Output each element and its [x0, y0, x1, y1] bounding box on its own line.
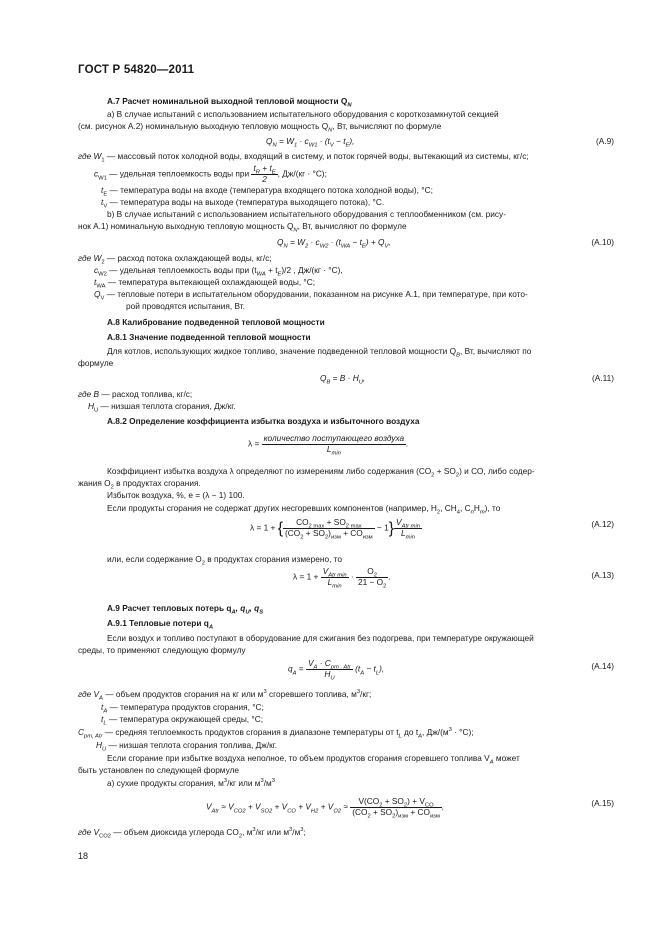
a82-para-line2: жания $O_2$ в продуктах сгорания.	[78, 478, 201, 491]
formula-a13: λ = 1 + $\frac{V_{Atr min}}{L_{min}}$ · $\frac{O_2}{21 - O_2}$ .	[293, 566, 391, 590]
page-number: 18	[78, 851, 89, 861]
def-te: $t_E$ — температура воды на входе (температура входящего потока холодной воды), °С;	[101, 185, 433, 198]
formula-a9: $Q_N = W_1 \cdot c_{W1} \cdot (t_V - t_E)$,	[266, 136, 355, 149]
formula-a14-number: (А.14)	[591, 661, 614, 671]
a82-para-components: Если продукты сгорания не содержат других несгоревших компонентов (например, $H_2$, $CH_4$, $C_nH_m$), то	[107, 503, 501, 516]
formula-a12-number: (А.12)	[591, 519, 614, 529]
def-cw2: $c_{W2}$ — удельная теплоемкость воды при $(t_{WA} + t_E)/2$ , Дж/(кг · °С),	[94, 265, 343, 278]
section-a91-title: А.9.1 Тепловые потери $q_A$	[107, 618, 214, 631]
def-ta: $t_A$ — температура продуктов сгорания, °С;	[101, 702, 264, 715]
a91-para2-line1: Если сгорание при избытке воздуха неполное, то объем продуктов сгорания сгоревшего топлива $V_A$ может	[107, 753, 520, 766]
def-w2: где $W_2$ — расход потока охлаждающей воды, кг/с;	[78, 253, 272, 266]
def-w1: где $W_1$ — массовый поток холодной воды, входящий в систему, и поток горячей воды, вытекающий из системы, кг/с;	[78, 151, 529, 164]
formula-a15-number: (А.15)	[591, 798, 614, 808]
a91-para-line1: Если воздух и топливо поступают в оборудование для сжигания без подогрева, при температуре окружающей	[107, 633, 534, 643]
a7-item-a-line1: а) В случае испытаний с использованием испытательного оборудования с короткозамкнутой секцией	[107, 109, 499, 119]
a81-para-line2: формуле	[78, 358, 114, 368]
formula-a10-number: (А.10)	[591, 237, 614, 247]
def-cw1: $c_{W1}$ — удельная теплоемкость воды при $\frac{t_R + t_E}{2}$ , Дж/(кг · °С);	[94, 163, 327, 184]
def-tv: $t_V$ — температура воды на выходе (температура выходящего потока), °С.	[101, 197, 385, 210]
formula-a10: $Q_N = W_2 \cdot c_{W2} \cdot (t_{WA} - t_E) + Q_V$,	[277, 237, 391, 250]
a82-para-line1: Коэффициент избытка воздуха λ определяют по измерениям либо содержания $(СО_2 + SO_2)$ и СО, либо содер-	[107, 466, 535, 479]
section-a82-title: А.8.2 Определение коэффициента избытка воздуха и избыточного воздуха	[107, 416, 420, 426]
formula-a14: $q_A$ = $\frac{V_A \cdot C_{pm . Atr}}{H_U}$ $(t_A - t_L)$,	[288, 658, 385, 682]
cw1-fraction: $\frac{t_R + t_E}{2}$	[253, 163, 276, 184]
def-tl: $t_L$ — температура окружающей среды, °С;	[101, 714, 264, 727]
section-a8-title: А.8 Калибрование подведенной тепловой мощности	[107, 317, 325, 327]
a91-para-line2: среды, то применяют следующую формулу	[78, 645, 246, 655]
formula-a11: $Q_B = B \cdot H_U$,	[320, 373, 366, 386]
a82-excess-air: Избыток воздуха, %, e = (λ − 1) 100.	[107, 490, 245, 500]
document-header: ГОСТ Р 54820—2011	[78, 64, 195, 76]
a7-item-b-line2: нок А.1) номинальную выходную тепловую мощность $Q_N$, Вт, вычисляют по формуле	[78, 221, 407, 234]
def-hu-2: $H_U$ — низшая теплота сгорания топлива, Дж/кг.	[96, 740, 278, 753]
formula-a13-number: (А.13)	[591, 570, 614, 580]
section-a9-title: А.9 Расчет тепловых потерь $q_A$, $q_U$, $q_S$	[107, 603, 264, 616]
def-twa: $t_{WA}$ — температура вытекающей охлаждающей воды, °С;	[94, 277, 316, 290]
def-vco2: где $V_{CO2}$ — объем диоксида углерода $CO_2$, $м^3/кг$ или $м^3/м^3$;	[78, 827, 306, 840]
a7-item-a-line2: (см. рисунок А.2) номинальную выходную тепловую мощность $Q_N$, Вт, вычисляют по формуле	[78, 121, 442, 134]
a91-para2-line2: быть установлен по следующей формуле	[78, 765, 240, 775]
formula-a12: λ = 1 + { $\frac{CO_{2 max} + SO_{2 max}}{(CO_2 + SO_2)_{изм} + CO_{изм}}$ − 1} $\frac{V_{Atr min}}{L_{min}}$	[250, 517, 420, 541]
section-a7-title: А.7 Расчет номинальной выходной тепловой мощности $Q_N$	[107, 96, 352, 109]
formula-lambda: λ = $\frac{\text{количество поступающего воздуха}}{L_{min}}$ .	[248, 433, 409, 457]
a91-item-a: а) сухие продукты сгорания, $м^3/кг$ или $м^3/м^3$	[107, 778, 275, 788]
def-b: где B — расход топлива, кг/с;	[78, 389, 193, 399]
a82-para-o2: или, если содержание $O_2$ в продуктах сгорания измерено, то	[107, 554, 343, 567]
a81-para-line1: Для котлов, использующих жидкое топливо, значение подведенной тепловой мощности $Q_B$, Вт, вычисляют по	[107, 346, 532, 359]
a7-item-b-line1: b) В случае испытаний с использованием испытательного оборудования с теплообменником (см. рису-	[107, 209, 506, 219]
section-a81-title: А.8.1 Значение подведенной тепловой мощности	[107, 332, 311, 342]
def-cpm: $C_{pm, Atr}$ — средняя теплоемкость продуктов сгорания в диапазоне температуры от $t_L$ до $t_A$, $Дж/(м^3 \cdot ^\circ С)$;	[78, 727, 474, 740]
def-qv-cont: рой проводятся испытания, Вт.	[126, 301, 245, 311]
def-hu: $H_U$ — низшая теплота сгорания, Дж/кг.	[88, 401, 236, 414]
formula-a11-number: (А.11)	[592, 373, 614, 383]
def-qv: $Q_V$ — тепловые потери в испытательном оборудовании, показанном на рисунке А.1, при температуре, при кото-	[94, 289, 528, 302]
formula-a9-number: (А.9)	[596, 136, 614, 146]
formula-a15: $V_{Atr} \approx V_{CO2} + V_{SO2} + V_{CO} + V_{H2} + V_{O2}$ ≈ $\frac{V(CO_2 + SO_2) + V_{CO}}{(CO_2 + SO_2)_{изм} + CO_{изм}}$ ,	[206, 796, 445, 820]
def-va: где $V_A$ — объем продуктов сгорания на кг или $м^3$ сгоревшего топлива, $м^3/кг$;	[78, 689, 372, 702]
